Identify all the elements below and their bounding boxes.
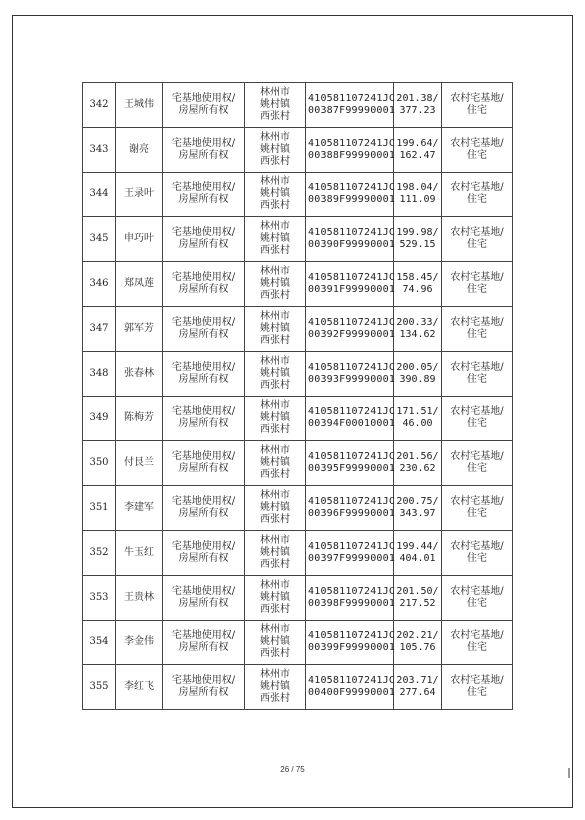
land-use-cell — [442, 620, 513, 665]
land-use-cell — [442, 530, 513, 575]
location-cell — [245, 306, 306, 351]
parcel-code-text: 00388F99990001 — [308, 149, 396, 161]
land-use-cell — [442, 396, 513, 441]
right-type-text: 宅基地使用权/ — [171, 316, 236, 328]
area-text: 199.64/ — [396, 137, 439, 149]
location-text: 姚村镇 — [260, 233, 290, 245]
table-row — [83, 620, 513, 665]
area-text: 200.33/ — [396, 316, 439, 328]
table-row — [83, 575, 513, 620]
area-text: 529.15 — [399, 239, 436, 251]
area-text: 134.62 — [399, 328, 436, 340]
area-text: 46.00 — [402, 418, 433, 430]
location-text: 姚村镇 — [260, 322, 290, 334]
owner-name-cell — [116, 172, 163, 217]
owner-name-cell — [116, 262, 163, 307]
land-use-text: 农村宅基地/ — [450, 630, 504, 642]
table-row — [83, 217, 513, 262]
location-cell — [245, 262, 306, 307]
land-use-cell — [442, 486, 513, 531]
land-use-cell — [442, 217, 513, 262]
owner-name-cell — [116, 530, 163, 575]
land-use-text: 农村宅基地/ — [450, 316, 504, 328]
area-text: 158.45/ — [396, 272, 439, 284]
row-number-cell — [83, 620, 116, 665]
area-text: 217.52 — [399, 597, 436, 609]
scan-mark — [568, 768, 570, 778]
land-use-text: 住宅 — [467, 373, 487, 385]
area-cell — [394, 83, 442, 128]
area-text: 105.76 — [399, 642, 436, 654]
area-cell — [394, 575, 442, 620]
area-cell — [394, 306, 442, 351]
right-type-cell — [163, 665, 245, 710]
table-row — [83, 127, 513, 172]
land-use-cell — [442, 127, 513, 172]
property-registry-table — [82, 82, 513, 710]
parcel-code-cell — [306, 217, 394, 262]
parcel-code-text: 410581107241JC — [308, 272, 396, 284]
page-number: 26 / 75 — [280, 765, 305, 774]
location-cell — [245, 83, 306, 128]
right-type-cell — [163, 486, 245, 531]
location-text: 姚村镇 — [260, 681, 290, 693]
right-type-cell — [163, 262, 245, 307]
parcel-code-cell — [306, 530, 394, 575]
land-use-text: 住宅 — [467, 149, 487, 161]
right-type-text: 房屋所有权 — [178, 418, 229, 430]
area-text: 199.44/ — [396, 540, 439, 552]
location-text: 西张村 — [260, 424, 290, 436]
location-text: 林州市 — [260, 176, 290, 188]
area-cell — [394, 127, 442, 172]
table-body — [83, 83, 513, 710]
owner-name-text: 李红飞 — [124, 681, 154, 693]
row-number-text: 343 — [89, 143, 109, 155]
parcel-code-cell — [306, 306, 394, 351]
location-cell — [245, 217, 306, 262]
land-use-text: 住宅 — [467, 687, 487, 699]
location-text: 西张村 — [260, 558, 290, 570]
right-type-text: 房屋所有权 — [178, 194, 229, 206]
location-text: 西张村 — [260, 603, 290, 615]
right-type-text: 宅基地使用权/ — [171, 227, 236, 239]
land-use-text: 住宅 — [467, 642, 487, 654]
area-cell — [394, 396, 442, 441]
location-text: 姚村镇 — [260, 278, 290, 290]
land-use-text: 住宅 — [467, 239, 487, 251]
right-type-text: 宅基地使用权/ — [171, 137, 236, 149]
right-type-text: 宅基地使用权/ — [171, 630, 236, 642]
right-type-cell — [163, 351, 245, 396]
right-type-text: 房屋所有权 — [178, 552, 229, 564]
row-number-cell — [83, 486, 116, 531]
location-text: 林州市 — [260, 624, 290, 636]
owner-name-text: 申巧叶 — [124, 233, 154, 245]
area-cell — [394, 441, 442, 486]
right-type-cell — [163, 217, 245, 262]
location-text: 姚村镇 — [260, 457, 290, 469]
area-text: 390.89 — [399, 373, 436, 385]
row-number-text: 355 — [89, 681, 109, 693]
parcel-code-cell — [306, 127, 394, 172]
parcel-code-cell — [306, 396, 394, 441]
parcel-code-text: 410581107241JC — [308, 227, 396, 239]
owner-name-cell — [116, 620, 163, 665]
location-text: 西张村 — [260, 155, 290, 167]
owner-name-text: 陈梅芳 — [124, 412, 154, 424]
land-use-text: 住宅 — [467, 194, 487, 206]
right-type-text: 宅基地使用权/ — [171, 451, 236, 463]
table-row — [83, 172, 513, 217]
right-type-text: 房屋所有权 — [178, 149, 229, 161]
parcel-code-cell — [306, 351, 394, 396]
parcel-code-text: 00393F99990001 — [308, 373, 396, 385]
area-text: 201.38/ — [396, 92, 439, 104]
right-type-text: 房屋所有权 — [178, 597, 229, 609]
row-number-text: 345 — [89, 233, 109, 245]
parcel-code-text: 00387F99990001 — [308, 104, 396, 116]
land-use-cell — [442, 441, 513, 486]
land-use-text: 住宅 — [467, 463, 487, 475]
row-number-text: 354 — [89, 636, 109, 648]
table-row — [83, 351, 513, 396]
row-number-text: 350 — [89, 457, 109, 469]
land-use-text: 住宅 — [467, 508, 487, 520]
area-cell — [394, 530, 442, 575]
location-cell — [245, 396, 306, 441]
location-text: 林州市 — [260, 355, 290, 367]
parcel-code-text: 410581107241JC — [308, 675, 396, 687]
area-text: 74.96 — [402, 284, 433, 296]
right-type-cell — [163, 530, 245, 575]
land-use-text: 住宅 — [467, 284, 487, 296]
right-type-text: 宅基地使用权/ — [171, 92, 236, 104]
area-text: 404.01 — [399, 552, 436, 564]
area-text: 171.51/ — [396, 406, 439, 418]
row-number-text: 347 — [89, 322, 109, 334]
parcel-code-text: 410581107241JC — [308, 361, 396, 373]
location-text: 林州市 — [260, 445, 290, 457]
area-text: 200.75/ — [396, 496, 439, 508]
table-row — [83, 665, 513, 710]
right-type-cell — [163, 83, 245, 128]
location-cell — [245, 172, 306, 217]
owner-name-text: 付艮兰 — [124, 457, 154, 469]
location-text: 西张村 — [260, 245, 290, 257]
area-text: 200.05/ — [396, 361, 439, 373]
area-cell — [394, 665, 442, 710]
right-type-text: 房屋所有权 — [178, 328, 229, 340]
owner-name-cell — [116, 306, 163, 351]
row-number-cell — [83, 262, 116, 307]
area-cell — [394, 217, 442, 262]
location-text: 姚村镇 — [260, 546, 290, 558]
parcel-code-text: 410581107241JC — [308, 496, 396, 508]
parcel-code-text: 00394F00010001 — [308, 418, 396, 430]
land-use-text: 住宅 — [467, 552, 487, 564]
location-text: 姚村镇 — [260, 188, 290, 200]
land-use-text: 住宅 — [467, 104, 487, 116]
location-cell — [245, 620, 306, 665]
location-text: 西张村 — [260, 469, 290, 481]
right-type-text: 宅基地使用权/ — [171, 272, 236, 284]
parcel-code-text: 410581107241JC — [308, 451, 396, 463]
right-type-text: 房屋所有权 — [178, 642, 229, 654]
owner-name-text: 谢亮 — [129, 143, 149, 155]
location-cell — [245, 441, 306, 486]
row-number-text: 348 — [89, 367, 109, 379]
land-use-cell — [442, 172, 513, 217]
parcel-code-cell — [306, 665, 394, 710]
row-number-text: 351 — [89, 502, 109, 514]
right-type-text: 房屋所有权 — [178, 284, 229, 296]
land-use-text: 农村宅基地/ — [450, 585, 504, 597]
table-row — [83, 441, 513, 486]
location-text: 林州市 — [260, 400, 290, 412]
area-cell — [394, 351, 442, 396]
owner-name-cell — [116, 351, 163, 396]
parcel-code-text: 410581107241JC — [308, 316, 396, 328]
parcel-code-cell — [306, 620, 394, 665]
owner-name-cell — [116, 127, 163, 172]
location-text: 姚村镇 — [260, 367, 290, 379]
row-number-text: 349 — [89, 412, 109, 424]
parcel-code-text: 410581107241JC — [308, 406, 396, 418]
row-number-text: 353 — [89, 591, 109, 603]
location-cell — [245, 127, 306, 172]
parcel-code-text: 410581107241JC — [308, 137, 396, 149]
land-use-text: 农村宅基地/ — [450, 406, 504, 418]
right-type-cell — [163, 127, 245, 172]
parcel-code-text: 410581107241JC — [308, 182, 396, 194]
right-type-cell — [163, 620, 245, 665]
parcel-code-text: 00399F99990001 — [308, 642, 396, 654]
parcel-code-cell — [306, 575, 394, 620]
location-text: 林州市 — [260, 669, 290, 681]
right-type-text: 房屋所有权 — [178, 373, 229, 385]
parcel-code-cell — [306, 441, 394, 486]
owner-name-text: 张春林 — [124, 367, 154, 379]
land-use-text: 农村宅基地/ — [450, 540, 504, 552]
location-text: 西张村 — [260, 514, 290, 526]
location-text: 姚村镇 — [260, 502, 290, 514]
parcel-code-cell — [306, 262, 394, 307]
parcel-code-cell — [306, 486, 394, 531]
area-cell — [394, 262, 442, 307]
location-text: 西张村 — [260, 693, 290, 705]
location-text: 姚村镇 — [260, 143, 290, 155]
owner-name-cell — [116, 217, 163, 262]
land-use-text: 农村宅基地/ — [450, 92, 504, 104]
table-row — [83, 530, 513, 575]
area-text: 230.62 — [399, 463, 436, 475]
right-type-text: 房屋所有权 — [178, 239, 229, 251]
owner-name-text: 王录叶 — [124, 188, 154, 200]
row-number-cell — [83, 441, 116, 486]
parcel-code-text: 00392F99990001 — [308, 328, 396, 340]
owner-name-cell — [116, 575, 163, 620]
right-type-cell — [163, 306, 245, 351]
right-type-cell — [163, 575, 245, 620]
land-use-text: 农村宅基地/ — [450, 227, 504, 239]
owner-name-text: 王贵林 — [124, 591, 154, 603]
table-row — [83, 83, 513, 128]
row-number-cell — [83, 83, 116, 128]
right-type-text: 宅基地使用权/ — [171, 361, 236, 373]
table-row — [83, 396, 513, 441]
owner-name-text: 牛玉红 — [124, 546, 154, 558]
area-text: 377.23 — [399, 104, 436, 116]
owner-name-cell — [116, 486, 163, 531]
location-text: 西张村 — [260, 379, 290, 391]
area-text: 201.50/ — [396, 585, 439, 597]
right-type-text: 房屋所有权 — [178, 104, 229, 116]
land-use-text: 农村宅基地/ — [450, 272, 504, 284]
parcel-code-text: 00390F99990001 — [308, 239, 396, 251]
right-type-cell — [163, 441, 245, 486]
land-use-cell — [442, 262, 513, 307]
right-type-text: 宅基地使用权/ — [171, 585, 236, 597]
row-number-cell — [83, 306, 116, 351]
location-cell — [245, 486, 306, 531]
row-number-cell — [83, 127, 116, 172]
right-type-text: 宅基地使用权/ — [171, 675, 236, 687]
right-type-text: 宅基地使用权/ — [171, 182, 236, 194]
parcel-code-text: 00391F99990001 — [308, 284, 396, 296]
row-number-cell — [83, 217, 116, 262]
location-text: 西张村 — [260, 334, 290, 346]
location-text: 姚村镇 — [260, 412, 290, 424]
land-use-text: 住宅 — [467, 597, 487, 609]
land-use-text: 农村宅基地/ — [450, 137, 504, 149]
parcel-code-text: 00397F99990001 — [308, 552, 396, 564]
location-text: 林州市 — [260, 490, 290, 502]
land-use-cell — [442, 351, 513, 396]
row-number-cell — [83, 530, 116, 575]
location-text: 林州市 — [260, 86, 290, 98]
area-text: 343.97 — [399, 508, 436, 520]
right-type-text: 宅基地使用权/ — [171, 540, 236, 552]
table-row — [83, 306, 513, 351]
land-use-cell — [442, 665, 513, 710]
location-text: 西张村 — [260, 200, 290, 212]
land-use-cell — [442, 306, 513, 351]
right-type-cell — [163, 172, 245, 217]
area-cell — [394, 172, 442, 217]
area-text: 203.71/ — [396, 675, 439, 687]
location-text: 姚村镇 — [260, 98, 290, 110]
parcel-code-text: 410581107241JC — [308, 585, 396, 597]
land-use-text: 住宅 — [467, 418, 487, 430]
row-number-text: 346 — [89, 278, 109, 290]
right-type-text: 房屋所有权 — [178, 687, 229, 699]
location-cell — [245, 351, 306, 396]
row-number-cell — [83, 575, 116, 620]
location-text: 西张村 — [260, 290, 290, 302]
row-number-text: 342 — [89, 98, 109, 110]
parcel-code-text: 410581107241JC — [308, 92, 396, 104]
owner-name-text: 李建军 — [124, 502, 154, 514]
land-use-text: 农村宅基地/ — [450, 182, 504, 194]
area-text: 111.09 — [399, 194, 436, 206]
table-row — [83, 262, 513, 307]
location-cell — [245, 530, 306, 575]
owner-name-cell — [116, 665, 163, 710]
parcel-code-text: 410581107241JC — [308, 540, 396, 552]
parcel-code-text: 00398F99990001 — [308, 597, 396, 609]
location-text: 西张村 — [260, 648, 290, 660]
location-text: 林州市 — [260, 534, 290, 546]
location-text: 西张村 — [260, 110, 290, 122]
parcel-code-text: 00395F99990001 — [308, 463, 396, 475]
area-text: 198.04/ — [396, 182, 439, 194]
area-text: 201.56/ — [396, 451, 439, 463]
location-text: 林州市 — [260, 131, 290, 143]
right-type-text: 房屋所有权 — [178, 508, 229, 520]
right-type-text: 房屋所有权 — [178, 463, 229, 475]
location-text: 林州市 — [260, 266, 290, 278]
area-text: 162.47 — [399, 149, 436, 161]
row-number-text: 344 — [89, 188, 109, 200]
parcel-code-text: 00389F99990001 — [308, 194, 396, 206]
right-type-text: 宅基地使用权/ — [171, 406, 236, 418]
land-use-text: 农村宅基地/ — [450, 361, 504, 373]
owner-name-text: 郭军芳 — [124, 322, 154, 334]
area-cell — [394, 486, 442, 531]
location-text: 林州市 — [260, 221, 290, 233]
owner-name-cell — [116, 83, 163, 128]
land-use-text: 农村宅基地/ — [450, 675, 504, 687]
owner-name-cell — [116, 441, 163, 486]
table-row — [83, 486, 513, 531]
land-use-text: 住宅 — [467, 328, 487, 340]
parcel-code-text: 00396F99990001 — [308, 508, 396, 520]
row-number-cell — [83, 396, 116, 441]
row-number-cell — [83, 665, 116, 710]
row-number-cell — [83, 351, 116, 396]
location-text: 姚村镇 — [260, 636, 290, 648]
parcel-code-text: 410581107241JC — [308, 630, 396, 642]
owner-name-text: 李金伟 — [124, 636, 154, 648]
row-number-text: 352 — [89, 546, 109, 558]
parcel-code-cell — [306, 83, 394, 128]
land-use-cell — [442, 575, 513, 620]
land-use-text: 农村宅基地/ — [450, 496, 504, 508]
area-text: 199.98/ — [396, 227, 439, 239]
owner-name-text: 郑凤莲 — [124, 278, 154, 290]
area-text: 202.21/ — [396, 630, 439, 642]
location-cell — [245, 665, 306, 710]
land-use-text: 农村宅基地/ — [450, 451, 504, 463]
parcel-code-text: 00400F99990001 — [308, 687, 396, 699]
location-text: 林州市 — [260, 310, 290, 322]
location-text: 姚村镇 — [260, 591, 290, 603]
owner-name-text: 王城伟 — [124, 98, 154, 110]
row-number-cell — [83, 172, 116, 217]
location-cell — [245, 575, 306, 620]
location-text: 林州市 — [260, 579, 290, 591]
owner-name-cell — [116, 396, 163, 441]
right-type-text: 宅基地使用权/ — [171, 496, 236, 508]
land-use-cell — [442, 83, 513, 128]
right-type-cell — [163, 396, 245, 441]
area-cell — [394, 620, 442, 665]
parcel-code-cell — [306, 172, 394, 217]
area-text: 277.64 — [399, 687, 436, 699]
